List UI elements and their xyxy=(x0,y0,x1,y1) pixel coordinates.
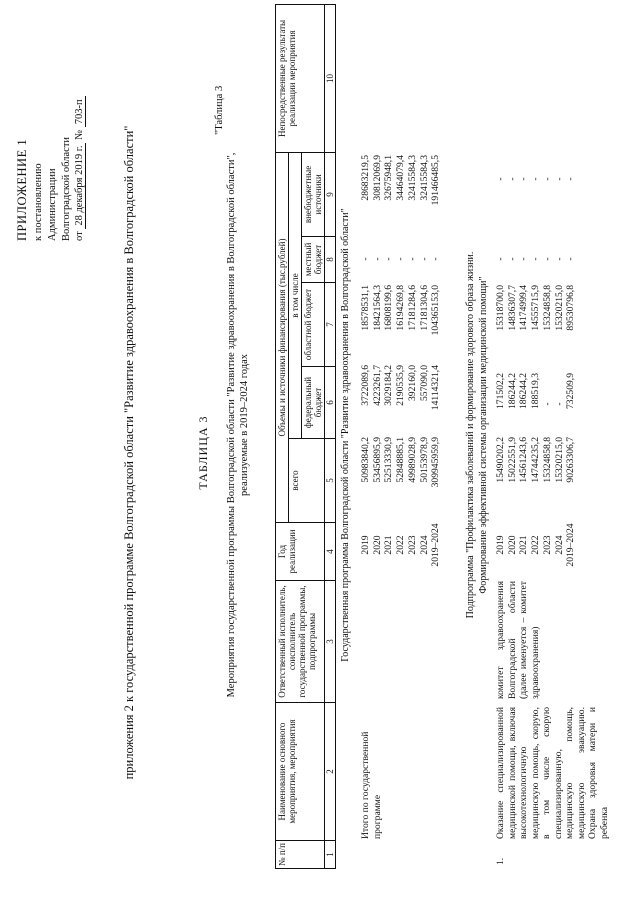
header-name: Наименование основного мероприятия, мероприятия xyxy=(276,703,325,841)
header-executor: Ответственный исполнитель, соисполнитель государственной программы, подпрограммы xyxy=(276,581,325,703)
row1-local: - xyxy=(565,257,577,261)
row1-regional: 89530796,8 xyxy=(565,285,577,331)
total-sum-col xyxy=(360,437,442,515)
total-regional: 104365153,0 xyxy=(430,285,442,336)
total-federal: 4223261,7 xyxy=(371,365,383,406)
header-local: местный бюджет xyxy=(302,237,325,283)
row1-regional: 14555715,9 xyxy=(530,285,542,331)
total-sum: 50983840,2 xyxy=(360,437,371,483)
row1-total: 15022551,9 xyxy=(506,437,518,483)
row1-extra: - xyxy=(518,177,530,181)
total-sum: 49989028,9 xyxy=(406,437,418,483)
header-regional: областной бюджет xyxy=(302,283,325,367)
total-extra: 32415584,3 xyxy=(406,155,418,201)
row1-local: - xyxy=(506,257,518,261)
row1-total: 14561243,6 xyxy=(518,437,530,483)
row1-regional: 14836307,7 xyxy=(506,285,518,331)
col-number: 5 xyxy=(325,439,336,523)
col-number: 6 xyxy=(325,367,336,439)
appendix-line-1: к постановлению xyxy=(33,163,45,241)
row1-regional: 15324858,8 xyxy=(541,285,553,331)
total-local: - xyxy=(360,257,371,261)
total-sum: 50153978,9 xyxy=(418,437,430,483)
row1-local: - xyxy=(530,257,542,261)
total-federal: 14114321,4 xyxy=(430,365,442,411)
total-local: - xyxy=(430,257,442,261)
total-local: - xyxy=(418,257,430,261)
row1-number: 1. xyxy=(495,857,506,865)
row1-federal: 188519,3 xyxy=(530,373,542,409)
total-sum: 309945959,9 xyxy=(430,437,442,488)
subtitle: приложения 2 к государственной программе Волгоградской области "Развитие здравоохранения в Волгоградской области" xyxy=(122,125,136,780)
row1-total-col xyxy=(495,437,577,515)
total-federal: 3722089,6 xyxy=(360,365,371,406)
row1-year: 2022 xyxy=(530,535,542,555)
row1-extra-col xyxy=(495,159,577,199)
total-sum: 52513330,9 xyxy=(383,437,395,483)
row1-year: 2019 xyxy=(495,535,506,555)
subprogram-title xyxy=(465,25,490,845)
row1-year: 2020 xyxy=(506,535,518,555)
row1-federal: 186244,2 xyxy=(506,373,518,409)
total-extra: 32675948,1 xyxy=(383,155,395,201)
total-year: 2021 xyxy=(383,535,395,555)
header-extra: внебюджетные источники xyxy=(302,152,325,236)
row1-extra: - xyxy=(530,177,542,181)
total-local: - xyxy=(383,257,395,261)
col-number: 8 xyxy=(325,237,336,283)
row1-year: 2023 xyxy=(541,535,553,555)
date-value: 28 декабря 2019 г. xyxy=(74,143,86,229)
total-regional-col xyxy=(360,285,442,365)
total-extra: 28683219,5 xyxy=(360,155,371,201)
row1-federal: 171502,2 xyxy=(495,373,506,409)
row1-extra: - xyxy=(541,177,553,181)
table-number: ТАБЛИЦА 3 xyxy=(196,415,210,490)
total-year: 2020 xyxy=(371,535,383,555)
row1-total: 15324858,8 xyxy=(541,437,553,483)
total-regional: 18421564,3 xyxy=(371,285,383,331)
row1-federal: 732509,9 xyxy=(565,373,577,409)
subprogram-line-1: Подпрограмма "Профилактика заболеваний и формирование здорового образа жизни. xyxy=(465,251,476,619)
header-results: Непосредственные результаты реализации мероприятия xyxy=(276,4,325,152)
total-regional: 17181304,6 xyxy=(418,285,430,331)
row1-local: - xyxy=(541,257,553,261)
total-extra: 34464079,4 xyxy=(395,155,407,201)
row1-extra: - xyxy=(565,177,577,181)
row1-name: Оказание специализированной медицинской помощи, включая высокотехнологичную медицинскую помощь, скорую, в том числе скорую специализированную, медицинскую помощь, медицинскую эвакуацию. Охрана здоровья матери и ребенка xyxy=(495,707,610,839)
col-number: 1 xyxy=(325,841,336,869)
total-local: - xyxy=(371,257,383,261)
measures-table xyxy=(275,4,336,869)
row1-year: 2024 xyxy=(553,535,565,555)
appendix-line-2: Администрации xyxy=(46,168,58,241)
total-extra: 32415584,3 xyxy=(418,155,430,201)
row1-extra: - xyxy=(506,177,518,181)
col-number: 4 xyxy=(325,523,336,581)
total-sum: 53456895,9 xyxy=(371,437,383,483)
number-value: 703-п xyxy=(74,96,86,127)
row1-year: 2019–2024 xyxy=(565,523,577,567)
header-total: всего xyxy=(289,439,325,523)
row1-regional: 14174999,4 xyxy=(518,285,530,331)
table-tag: "Таблица 3 xyxy=(214,85,225,135)
total-name: Итого по государственной программе xyxy=(360,731,383,839)
row1-extra: - xyxy=(495,177,506,181)
total-federal: 557090,0 xyxy=(418,365,430,401)
total-regional: 17181284,6 xyxy=(406,285,418,331)
total-year: 2024 xyxy=(418,535,430,555)
col-number: 9 xyxy=(325,152,336,236)
col-number: 7 xyxy=(325,283,336,367)
total-regional: 16194269,8 xyxy=(395,285,407,331)
row1-year: 2021 xyxy=(518,535,530,555)
row1-regional: 15320215,0 xyxy=(553,285,565,331)
col-number: 3 xyxy=(325,581,336,703)
row1-local-col xyxy=(495,239,577,279)
header-row-1 xyxy=(276,4,289,868)
total-year: 2019–2024 xyxy=(430,523,442,567)
total-federal: 2190535,9 xyxy=(395,365,407,406)
subprogram-line-2: Формирование эффективной системы организации медицинской помощи" xyxy=(477,276,489,594)
total-year: 2023 xyxy=(406,535,418,555)
header-year: Год реализации xyxy=(276,523,325,581)
row1-federal: 186244,2 xyxy=(518,373,530,409)
row1-federal: - xyxy=(541,402,553,406)
section-title: Государственная программа Волгоградской области "Развитие здравоохранения в Волгоградской области" xyxy=(340,208,351,662)
date-prefix: от xyxy=(74,231,86,241)
row1-total: 90263306,7 xyxy=(565,437,577,483)
header-num: № п/п xyxy=(276,841,325,869)
total-regional: 16808199,6 xyxy=(383,285,395,331)
column-numbers-row xyxy=(325,4,336,868)
row1-local: - xyxy=(495,257,506,261)
total-extra: 30812069,9 xyxy=(371,155,383,201)
total-regional: 18578531,1 xyxy=(360,285,371,331)
row1-extra: - xyxy=(553,177,565,181)
total-local-col xyxy=(360,239,442,279)
col-number: 2 xyxy=(325,703,336,841)
row1-total: 14744235,2 xyxy=(530,437,542,483)
appendix-date-line xyxy=(73,96,87,241)
total-local: - xyxy=(406,257,418,261)
row1-regional-col xyxy=(495,285,577,365)
row1-regional: 15318700,0 xyxy=(495,285,506,331)
header-funding: Объемы и источники финансирования (тыс.рублей) xyxy=(276,152,289,522)
header-including: в том числе xyxy=(289,152,302,438)
appendix-header xyxy=(14,96,87,241)
total-years-col xyxy=(360,517,442,573)
main-title: Мероприятия государственной программы Волгоградской области "Развитие здравоохранения в Волгоградской области", реализуемые в 2019–2024 годах xyxy=(226,152,251,698)
total-federal: 3029184,2 xyxy=(383,365,395,406)
total-year: 2019 xyxy=(360,535,371,555)
row1-local: - xyxy=(553,257,565,261)
row1-executor: комитет здравоохранения Волгоградской области (далее именуется – комитет здравоохранения) xyxy=(495,581,541,699)
total-year: 2022 xyxy=(395,535,407,555)
total-sum: 52848885,1 xyxy=(395,437,407,483)
total-local: - xyxy=(395,257,407,261)
appendix-line-3: Волгоградской области xyxy=(60,136,72,241)
row1-federal: - xyxy=(553,402,565,406)
row1-total: 15490202,2 xyxy=(495,437,506,483)
row1-years-col xyxy=(495,517,577,573)
total-federal: 392160,0 xyxy=(406,365,418,401)
header-federal: федеральный бюджет xyxy=(302,367,325,439)
col-number: 10 xyxy=(325,4,336,152)
row1-local: - xyxy=(518,257,530,261)
total-federal-col xyxy=(360,365,442,435)
total-extra: 191466485,5 xyxy=(430,155,442,206)
total-extra-col xyxy=(360,155,442,237)
appendix-title: ПРИЛОЖЕНИЕ 1 xyxy=(15,138,29,241)
row1-total: 15320215,0 xyxy=(553,437,565,483)
number-prefix: № xyxy=(74,129,86,140)
row1-federal-col xyxy=(495,373,577,435)
